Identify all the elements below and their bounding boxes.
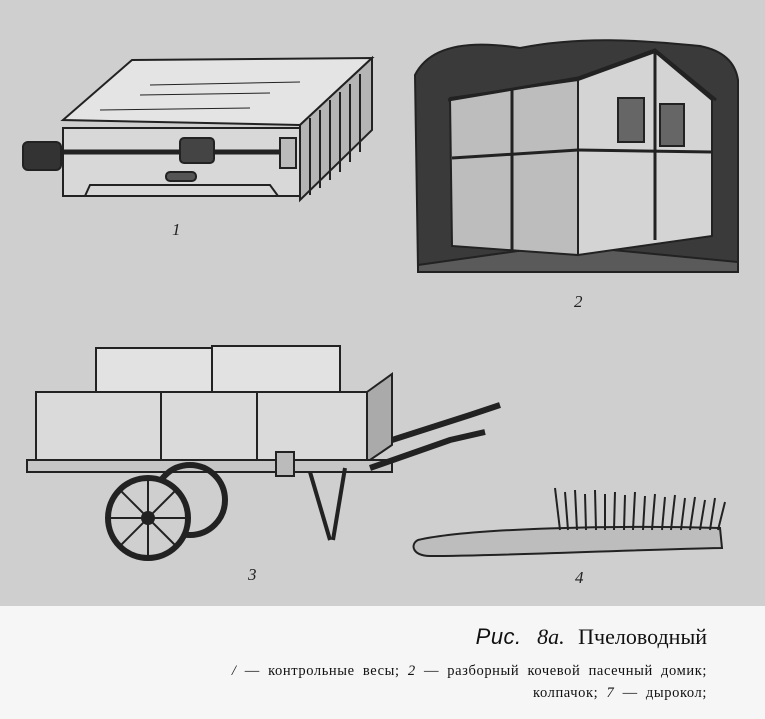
- caption-line2-item-text: — дырокол;: [622, 685, 707, 701]
- caption-line1-item-text: — контрольные весы;: [244, 663, 400, 679]
- caption-line1-item-number: /: [231, 663, 237, 679]
- figure-caption-word: Пчеловодный: [578, 624, 707, 649]
- figure-caption-prefix: Рис.: [475, 624, 522, 649]
- figure-label-3: 3: [248, 565, 257, 584]
- figure-label-1: 1: [172, 220, 181, 239]
- figure-caption-number: 8а.: [537, 624, 565, 649]
- caption-line-2: [533, 685, 707, 702]
- beehouse-drawing: [415, 40, 738, 272]
- caption-line1-item2-number: 2: [407, 663, 416, 679]
- caption-line2-text: колпачок;: [533, 685, 599, 701]
- caption-line-1: [232, 663, 707, 680]
- caption-area: [0, 606, 765, 719]
- wheelbarrow-drawing: [27, 346, 500, 558]
- bee-brush-drawing: [414, 488, 725, 556]
- caption-line1-item2-text: — разборный кочевой пасечный домик;: [423, 663, 707, 679]
- figure-caption-title: [476, 624, 707, 650]
- figure-label-2: 2: [574, 292, 583, 311]
- control-scales-drawing: [23, 58, 372, 200]
- figure-label-4: 4: [575, 568, 584, 587]
- caption-line2-item-number: 7: [606, 685, 615, 701]
